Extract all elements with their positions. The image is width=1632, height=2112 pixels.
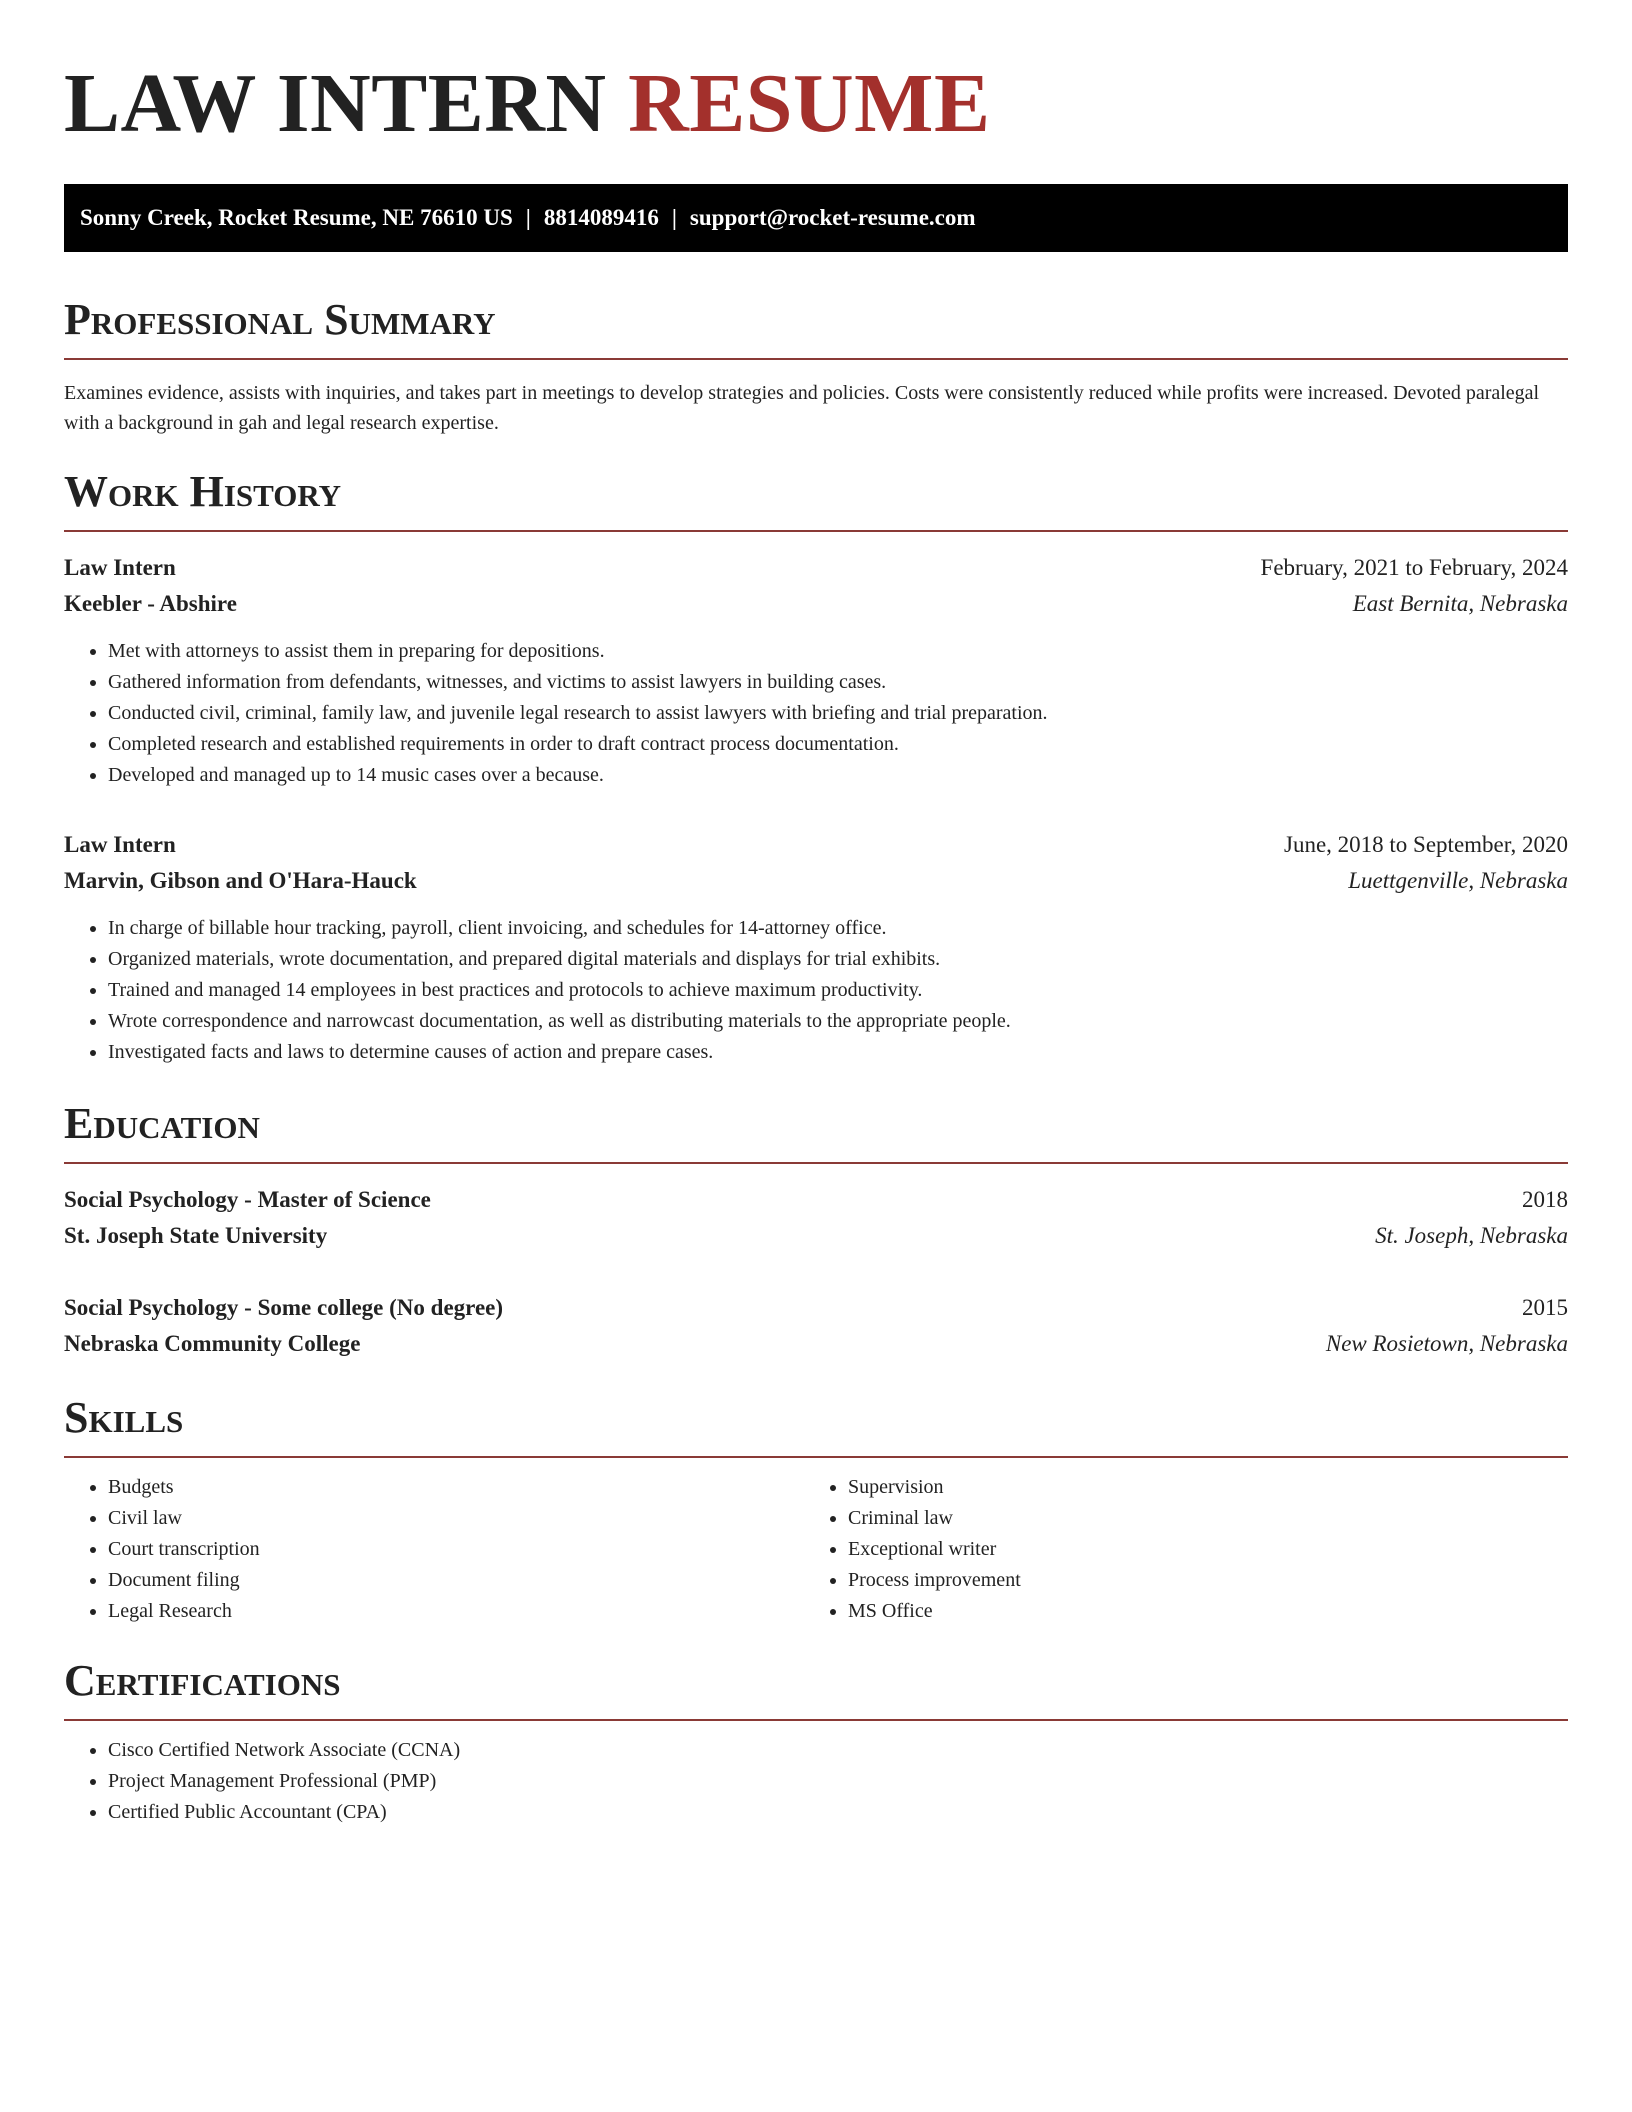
list-item: • Wrote correspondence and narrowcast documentation, as well as distributing materials to the appropriate people.: [108, 1006, 1568, 1037]
section-heading-skills: Skills: [64, 1392, 1568, 1458]
skills-list: [64, 1472, 804, 1627]
skill-item: • Process improvement: [848, 1565, 1544, 1596]
list-item: • Organized materials, wrote documentation, and prepared digital materials and displays for trial exhibits.: [108, 944, 1568, 975]
education-school: Nebraska Community College: [64, 1331, 361, 1356]
education-school: St. Joseph State University: [64, 1223, 328, 1248]
list-item: • Conducted civil, criminal, family law, and juvenile legal research to assist lawyers with briefing and trial preparation.: [108, 698, 1568, 729]
contact-separator: |: [671, 205, 677, 230]
certifications-list: [64, 1735, 1568, 1828]
education-location: New Rosietown, Nebraska: [1325, 1331, 1568, 1356]
job-location: Luettgenville, Nebraska: [1348, 868, 1568, 893]
skill-item: • MS Office: [848, 1596, 1544, 1627]
skill-item: • Exceptional writer: [848, 1534, 1544, 1565]
skills-grid: [64, 1472, 1568, 1627]
contact-separator: |: [525, 205, 531, 230]
job-title: Law Intern: [64, 555, 176, 580]
title-resume: RESUME: [628, 57, 991, 150]
contact-bar: [64, 184, 1568, 252]
skill-item: • Document filing: [108, 1565, 804, 1596]
education-degree: Social Psychology - Some college (No degree): [64, 1295, 504, 1320]
job-title: Law Intern: [64, 832, 176, 857]
work-entry: [64, 827, 1568, 1068]
education-year: 2018: [1522, 1187, 1568, 1212]
work-entry: [64, 550, 1568, 791]
education-year: 2015: [1522, 1295, 1568, 1320]
job-dates: February, 2021 to February, 2024: [1260, 555, 1568, 580]
skill-item: • Legal Research: [108, 1596, 804, 1627]
skill-item: • Civil law: [108, 1503, 804, 1534]
contact-phone: 8814089416: [543, 205, 659, 230]
skill-item: • Criminal law: [848, 1503, 1544, 1534]
section-heading-summary: Professional Summary: [64, 294, 1568, 360]
summary-text: Examines evidence, assists with inquiries, and takes part in meetings to develop strategies and policies. Costs were consistently reduced while profits were increased. Devoted paralegal with a background in gah and legal research expertise.: [64, 382, 1540, 434]
list-item: • In charge of billable hour tracking, payroll, client invoicing, and schedules for 14-attorney office.: [108, 913, 1568, 944]
education-entry: [64, 1182, 1568, 1254]
certification-item: • Project Management Professional (PMP): [108, 1766, 1568, 1797]
job-duties-list: [64, 913, 1568, 1068]
skill-item: • Court transcription: [108, 1534, 804, 1565]
contact-address: Sonny Creek, Rocket Resume, NE 76610 US: [80, 205, 513, 230]
education-entry: [64, 1290, 1568, 1362]
certification-item: • Cisco Certified Network Associate (CCNA): [108, 1735, 1568, 1766]
skills-list: [804, 1472, 1544, 1627]
certification-item: • Certified Public Accountant (CPA): [108, 1797, 1568, 1828]
list-item: • Developed and managed up to 14 music cases over a because.: [108, 760, 1568, 791]
section-heading-work-history: Work History: [64, 466, 1568, 532]
contact-email: support@rocket-resume.com: [689, 205, 976, 230]
list-item: • Gathered information from defendants, witnesses, and victims to assist lawyers in building cases.: [108, 667, 1568, 698]
job-company: Keebler - Abshire: [64, 591, 237, 616]
job-dates: June, 2018 to September, 2020: [1284, 832, 1568, 857]
title-name: LAW INTERN: [64, 57, 607, 150]
job-company: Marvin, Gibson and O'Hara-Hauck: [64, 868, 417, 893]
education-degree: Social Psychology - Master of Science: [64, 1187, 431, 1212]
job-location: East Bernita, Nebraska: [1352, 591, 1568, 616]
resume-title: [64, 0, 1568, 152]
skills-column-right: [804, 1472, 1544, 1627]
skill-item: • Supervision: [848, 1472, 1544, 1503]
section-heading-education: Education: [64, 1098, 1568, 1164]
skill-item: • Budgets: [108, 1472, 804, 1503]
list-item: • Met with attorneys to assist them in preparing for depositions.: [108, 636, 1568, 667]
section-heading-certifications: Certifications: [64, 1655, 1568, 1721]
list-item: • Completed research and established requirements in order to draft contract process documentation.: [108, 729, 1568, 760]
list-item: • Trained and managed 14 employees in best practices and protocols to achieve maximum productivity.: [108, 975, 1568, 1006]
education-location: St. Joseph, Nebraska: [1375, 1223, 1568, 1248]
skills-column-left: [64, 1472, 804, 1627]
list-item: • Investigated facts and laws to determine causes of action and prepare cases.: [108, 1037, 1568, 1068]
job-duties-list: [64, 636, 1568, 791]
